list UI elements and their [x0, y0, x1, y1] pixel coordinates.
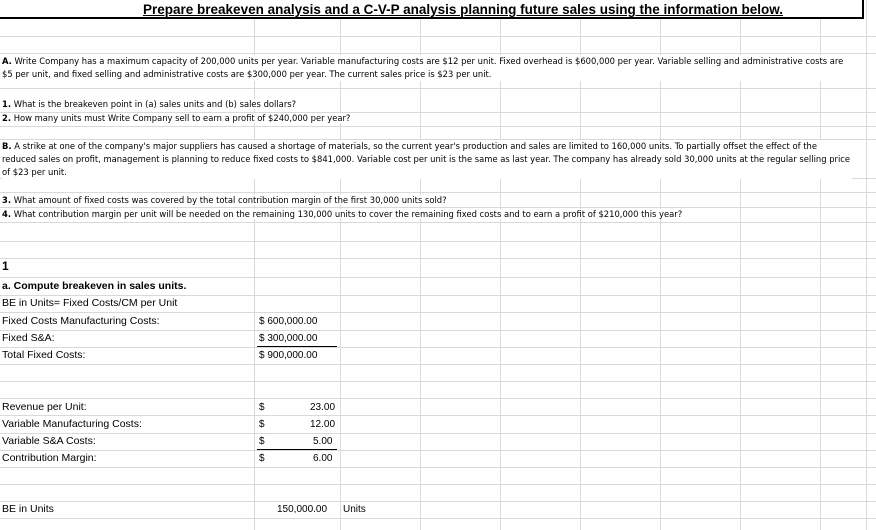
variable-manufacturing-label[interactable]: Variable Manufacturing Costs: — [2, 418, 142, 430]
fixed-sa-label[interactable]: Fixed S&A: — [2, 332, 55, 344]
question-1-cell[interactable] — [2, 99, 296, 109]
question-3-cell[interactable] — [2, 195, 447, 205]
fixed-sa-value[interactable]: $ 300,000.00 — [259, 333, 318, 344]
page-title: Prepare breakeven analysis and a C-V-P analysis planning future sales using the information below. — [143, 2, 783, 17]
total-fixed-label[interactable]: Total Fixed Costs: — [2, 349, 86, 361]
question-2-number: 2. — [2, 113, 12, 123]
variable-manufacturing-dollar-sign: $ — [259, 419, 265, 430]
formula-label[interactable]: BE in Units= Fixed Costs/CM per Unit — [2, 297, 178, 309]
total-fixed-value[interactable]: $ 900,000.00 — [259, 350, 318, 361]
question-2-text: How many units must Write Company sell to earn a profit of $240,000 per year? — [13, 113, 351, 123]
question-1-text: What is the breakeven point in (a) sales units and (b) sales dollars? — [13, 99, 297, 109]
question-4-cell[interactable] — [2, 209, 682, 219]
question-4-text: What contribution margin per unit will be needed on the remaining 130,000 units to cover the remaining fixed costs and to earn a profit of $210,000 this year? — [13, 209, 683, 219]
be-units-value[interactable]: 150,000.00 — [277, 504, 328, 515]
question-2-cell[interactable] — [2, 113, 350, 123]
problem-a-label: A. — [2, 56, 12, 66]
variable-sa-value[interactable]: 5.00 — [313, 436, 333, 447]
revenue-per-unit-value[interactable]: 23.00 — [310, 402, 336, 413]
revenue-dollar-sign: $ — [259, 402, 265, 413]
variable-sa-label[interactable]: Variable S&A Costs: — [2, 435, 96, 447]
variable-manufacturing-value[interactable]: 12.00 — [310, 419, 336, 430]
fixed-manufacturing-label[interactable]: Fixed Costs Manufacturing Costs: — [2, 315, 160, 327]
problem-a-cell[interactable] — [2, 55, 852, 81]
question-4-number: 4. — [2, 209, 12, 219]
contribution-margin-value[interactable]: 6.00 — [313, 453, 333, 464]
question-1-number: 1. — [2, 99, 12, 109]
section-number[interactable]: 1 — [2, 259, 9, 273]
problem-b-text: A strike at one of the company's major suppliers has caused a shortage of materials, so the current year's production and sales are limited to 160,000 units. To partially offset the effect of the reduced sales on profit, management is planning to reduce fixed costs to $841,000. Variable cost per unit is the same as last year. The company has already sold 30,000 units at the regular selling price of $23 per unit. — [2, 141, 851, 177]
contribution-margin-dollar-sign: $ — [259, 453, 265, 464]
problem-b-cell[interactable] — [2, 140, 852, 179]
problem-b-label: B. — [2, 141, 12, 151]
question-3-number: 3. — [2, 195, 12, 205]
variable-sa-dollar-sign: $ — [259, 436, 265, 447]
title-cell[interactable] — [0, 0, 864, 19]
question-3-text: What amount of fixed costs was covered by the total contribution margin of the first 30,000 units sold? — [13, 195, 447, 205]
cm-underline — [257, 449, 337, 450]
subtotal-underline — [257, 346, 337, 347]
be-units-unit[interactable]: Units — [343, 504, 366, 515]
revenue-per-unit-label[interactable]: Revenue per Unit: — [2, 401, 87, 413]
be-units-label[interactable]: BE in Units — [2, 503, 54, 515]
problem-a-text: Write Company has a maximum capacity of 200,000 units per year. Variable manufacturing costs are $12 per unit. Fixed overhead is $600,000 per year. Variable selling and administrative costs are $5 per unit, and fixed selling and administrative costs are $300,000 per year. The current sales price is $23 per unit. — [2, 56, 844, 79]
fixed-manufacturing-value[interactable]: $ 600,000.00 — [259, 316, 318, 327]
contribution-margin-label[interactable]: Contribution Margin: — [2, 452, 97, 464]
section-heading[interactable]: a. Compute breakeven in sales units. — [2, 280, 187, 292]
